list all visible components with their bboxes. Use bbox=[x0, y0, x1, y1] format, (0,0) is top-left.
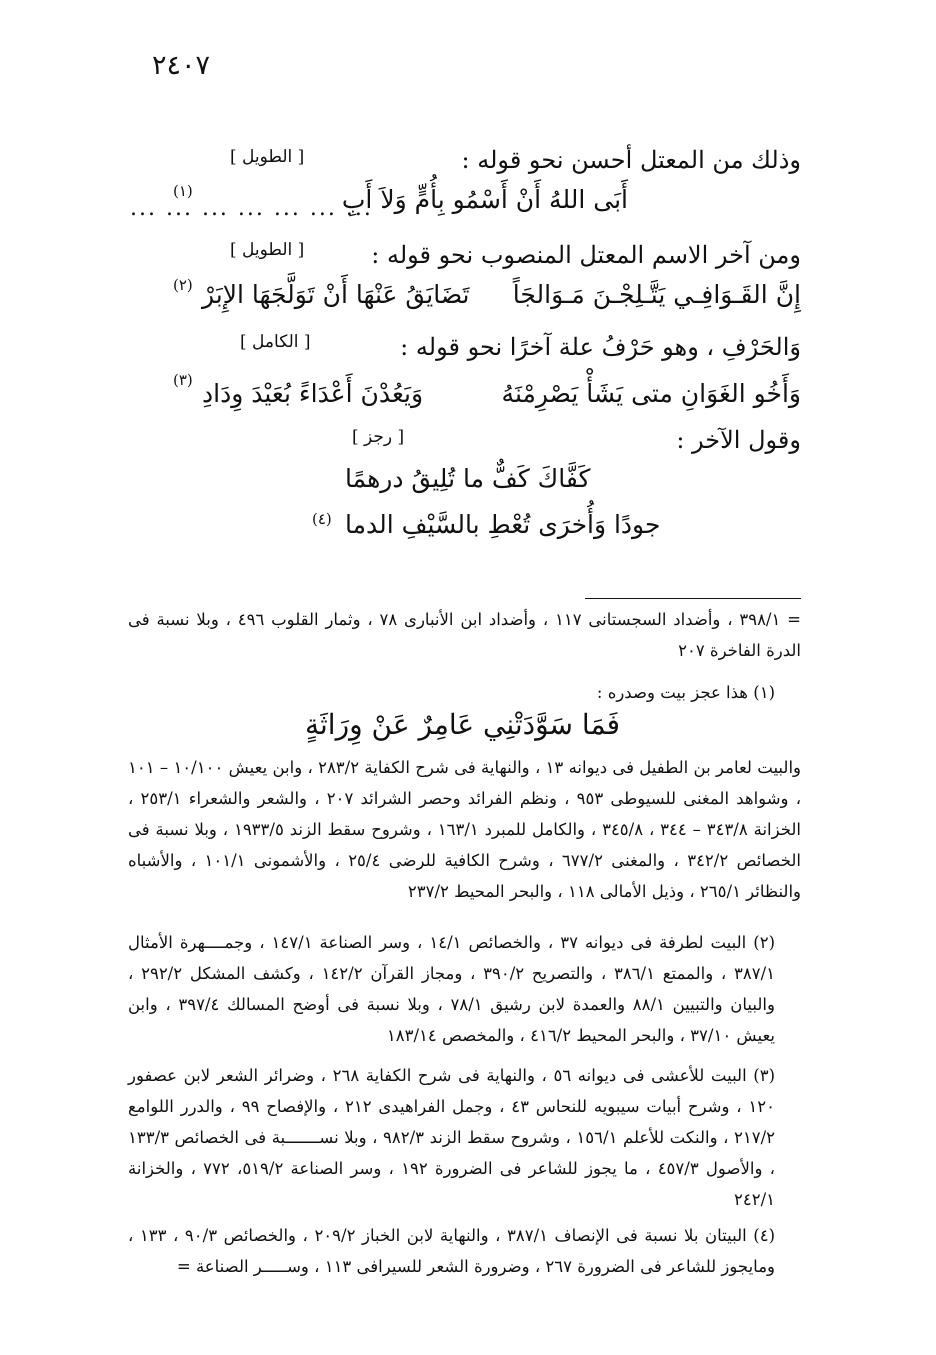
meter-label-2: [ الطويل ] bbox=[230, 240, 305, 260]
verse-2-second-hemistich: تَضَايَقُ عَنْهَا أَنْ تَوَلَّجَهَا الإِبَرْ bbox=[202, 280, 470, 309]
footnote-ref-3: (٣) bbox=[173, 371, 193, 389]
footnote-4 bbox=[128, 1220, 801, 1282]
footnote-1 bbox=[128, 677, 801, 708]
footnote-separator bbox=[585, 598, 801, 599]
footnote-continuation bbox=[128, 604, 801, 666]
footnote-2 bbox=[128, 927, 801, 1051]
footnote-1-body-text: والبيت لعامر بن الطفيل فى ديوانه ١٣ ، والنهاية فى شرح الكفاية ٢٨٣/٢ ، وابن يعيش ١٠/١٠٠ – ١٠١ ، وشواهد المغنى للسيوطى ٩٥٣ ، ونظم الفرائد وحصر الشرائد ٢٠٧ ، والشعر والشعراء ٢٥٣/١ ، الخزانة ٣٤٣/٨ – ٣٤٤ ، ٣٤٥/٨ ، والكامل للمبرد ١٦٣/١ ، وشروح سقط الزند ١٩٣٣/٥ ، وبلا نسبة فى الخصائص ٣٤٢/٢ ، والمغنى ٦٧٧/٢ ، وشرح الكافية للرضى ٢٥/٤ ، والأشمونى ١٠١/١ ، والأشباه والنظائر ٢٦٥/١ ، وذيل الأمالى ١١٨ ، والبحر المحيط ٢٣٧/٢ bbox=[128, 758, 802, 901]
meter-label-1: [ الطويل ] bbox=[230, 147, 305, 167]
footnote-ref-1: (١) bbox=[173, 182, 193, 200]
page-number: ٢٤٠٧ bbox=[152, 50, 211, 81]
body-line-4: وقول الآخر : bbox=[676, 426, 801, 454]
footnote-ref-4: (٤) bbox=[312, 510, 332, 528]
verse-4-line-a: كَفَّاكَ كَفٌّ ما تُلِيقُ درهمًا bbox=[345, 464, 591, 493]
body-line-2: ومن آخر الاسم المعتل المنصوب نحو قوله : bbox=[371, 241, 801, 269]
ellipsis-dots: ... ... ... ... ... ... ... bbox=[130, 196, 373, 221]
verse-1-hemistich: أَبَى اللهُ أَنْ أَسْمُو بِأُمٍّ وَلاَ أَبِ bbox=[341, 185, 628, 214]
footnote-1-heading: (١) هذا عجز بيت وصدره : bbox=[596, 683, 775, 702]
footnote-1-verse: فَمَا سَوَّدَتْنِي عَامِرٌ عَنْ وِرَاثَةٍ bbox=[305, 708, 621, 741]
footnote-ref-2: (٢) bbox=[173, 276, 193, 294]
footnote-3 bbox=[128, 1060, 801, 1215]
footnote-continuation-text: = ٣٩٨/١ ، وأضداد السجستانى ١١٧ ، وأضداد ابن الأنبارى ٧٨ ، وثمار القلوب ٤٩٦ ، وبلا نسبة فى الدرة الفاخرة ٢٠٧ bbox=[128, 610, 801, 660]
body-line-3: وَالحَرْفِ ، وهو حَرْفُ علة آخرًا نحو قوله : bbox=[400, 333, 801, 361]
body-line-1: وذلك من المعتل أحسن نحو قوله : bbox=[461, 146, 801, 174]
meter-label-4: [ رجز ] bbox=[352, 427, 405, 447]
footnote-4-text: (٤) البيتان بلا نسبة فى الإنصاف ٣٨٧/١ ، والنهاية لابن الخباز ٢٠٩/٢ ، والخصائص ٩٠/٣ ، ١٣٣ ، ومايجوز للشاعر فى الضرورة ٢٦٧ ، وضرورة الشعر للسيرافى ١١٣ ، وســـــر الصناعة = bbox=[128, 1226, 776, 1276]
footnote-1-body bbox=[128, 752, 801, 907]
footnote-2-text: (٢) البيت لطرفة فى ديوانه ٣٧ ، والخصائص ١٤/١ ، وسر الصناعة ١٤٧/١ ، وجمــــهرة الأمثال ٣٨٧/١ ، والممتع ٣٨٦/١ ، والتصريح ٣٩٠/٢ ، ومجاز القرآن ١٤٢/٢ ، وكشف المشكل ٢٩٢/٢ ، والبيان والتبيين ٨٨/١ والعمدة لابن رشيق ٧٨/١ ، وبلا نسبة فى أوضح المسالك ٣٩٧/٤ ، وابن يعيش ٣٧/١٠ ، والبحر المحيط ٤١٦/٢ ، والمخصص ١٨٣/١٤ bbox=[128, 933, 776, 1045]
verse-3-first-hemistich: وَأَخُو الغَوَانِ متى يَشَأْ يَصْرِمْنَهُ bbox=[501, 379, 801, 408]
verse-3-second-hemistich: وَيَعُدْنَ أَعْدَاءً بُعَيْدَ وِدَادِ bbox=[202, 379, 424, 408]
verse-4-line-b: جودًا وَأُخرَى تُعْطِ بالسَّيْفِ الدما bbox=[345, 510, 661, 539]
meter-label-3: [ الكامل ] bbox=[240, 332, 311, 352]
verse-2-first-hemistich: إِنَّ القَـوَافِـي يَتَّـلِجْـنَ مَـوَالجَاً bbox=[512, 280, 801, 309]
footnote-3-text: (٣) البيت للأعشى فى ديوانه ٥٦ ، والنهاية فى شرح الكفاية ٢٦٨ ، وضرائر الشعر لابن عصفور ١٢٠ ، وشرح أبيات سيبويه للنحاس ٤٣ ، وجمل الفراهيدى ٢١٢ ، والإفصاح ٩٩ ، والدرر اللوامع ٢١٧/٢ ، والنكت للأعلم ١٥٦/١ ، وشروح سقط الزند ٩٨٢/٣ ، وبلا نســـــــبة فى الخصائص ١٣٣/٣ ، والأصول ٤٥٧/٣ ، ما يجوز للشاعر فى الضرورة ١٩٢ ، وسر الصناعة ٥١٩/٢، ٧٧٢ ، والخزانة ٢٤٢/١ bbox=[128, 1066, 775, 1209]
